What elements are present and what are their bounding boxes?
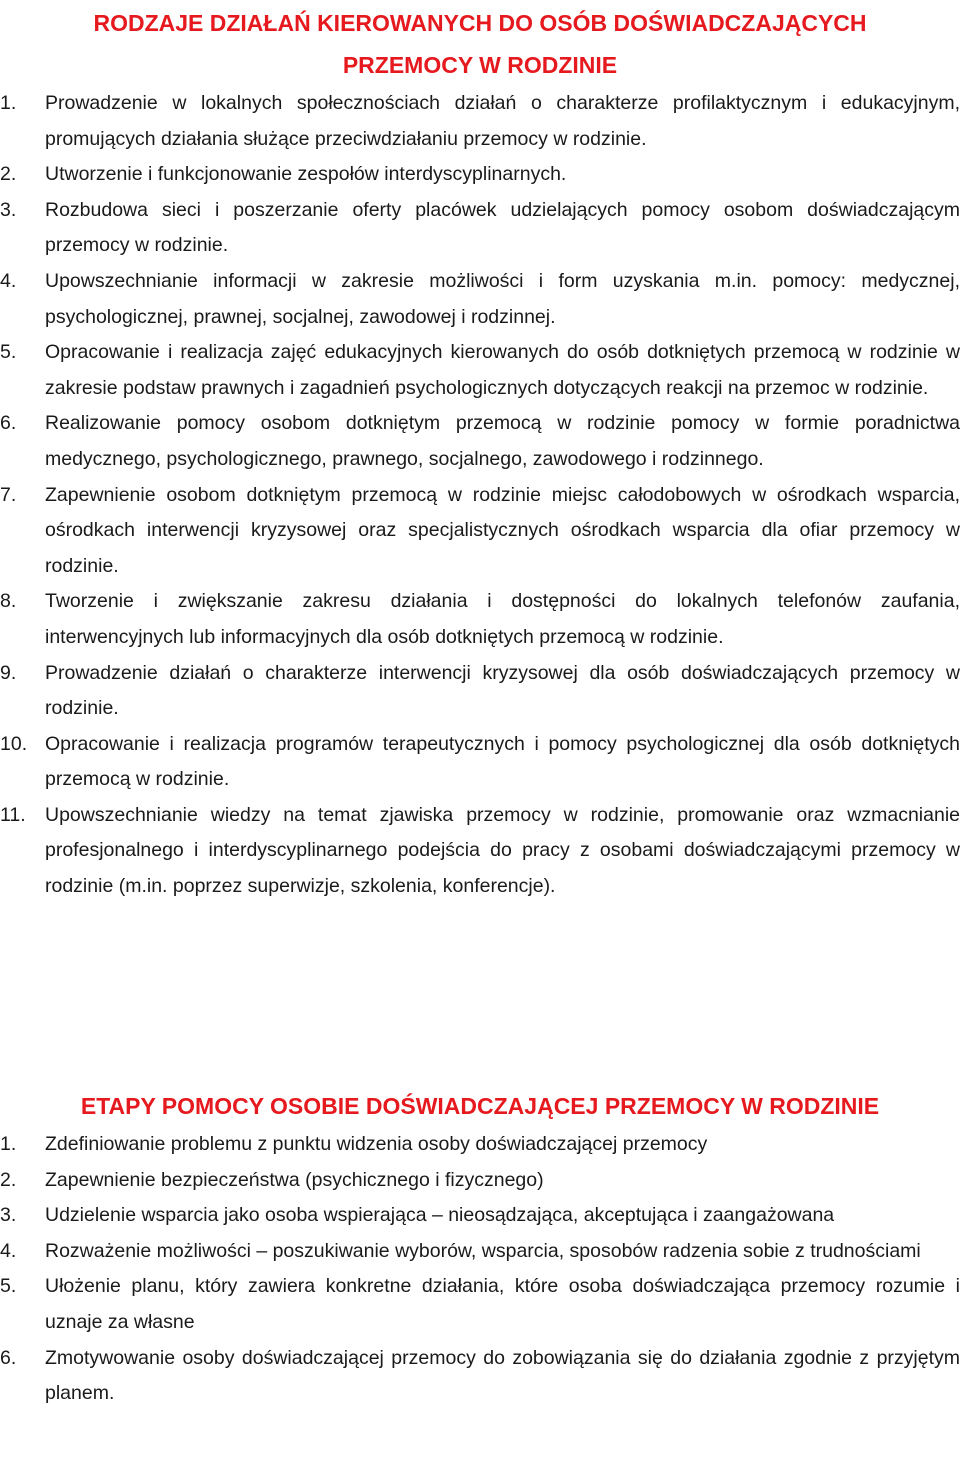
list-item xyxy=(0,1198,960,1234)
list-item xyxy=(0,1127,960,1163)
item-number: 5. xyxy=(0,1275,17,1298)
list-item xyxy=(0,584,960,655)
item-text: Zapewnienie osobom dotkniętym przemocą w rodzinie miejsc całodobowych w ośrodkach wsparcia, ośrodkach interwencji kryzysowej oraz specjalistycznych ośrodkach wsparcia dla ofiar przemocy w rodzinie. xyxy=(45,483,960,577)
list-item xyxy=(0,798,960,905)
list-item xyxy=(0,1163,960,1199)
item-number: 9. xyxy=(0,661,17,684)
item-number: 7. xyxy=(0,483,17,506)
list-item xyxy=(0,406,960,477)
item-text: Realizowanie pomocy osobom dotkniętym przemocą w rodzinie pomocy w formie poradnictwa medycznego, psychologicznego, prawnego, socjalnego, zawodowego i rodzinnego. xyxy=(45,412,960,470)
section1-title xyxy=(0,2,960,86)
item-number: 4. xyxy=(0,269,17,292)
section1-title-line1: RODZAJE DZIAŁAŃ KIEROWANYCH DO OSÓB DOŚWIADCZAJĄCYCH xyxy=(93,10,867,36)
item-text: Prowadzenie działań o charakterze interwencji kryzysowej dla osób doświadczających przemocy w rodzinie. xyxy=(45,661,960,720)
item-number: 10. xyxy=(0,732,28,755)
item-number: 1. xyxy=(0,92,17,114)
item-text: Upowszechnianie wiedzy na temat zjawiska przemocy w rodzinie, promowanie oraz wzmacnianie profesjonalnego i interdyscyplinarnego podejścia do pracy z osobami doświadczającymi przemocy w rodzinie (m.in. poprzez superwizje, szkolenia, konferencje). xyxy=(45,803,960,898)
item-number: 6. xyxy=(0,1346,17,1369)
item-number: 2. xyxy=(0,1168,17,1191)
list-item xyxy=(0,157,960,193)
item-text: Zdefiniowanie problemu z punktu widzenia osoby doświadczającej przemocy xyxy=(45,1133,708,1155)
item-text: Upowszechnianie informacji w zakresie możliwości i form uzyskania m.in. pomocy: medycznej, psychologicznej, prawnej, socjalnej, zawodowej i rodzinnej. xyxy=(45,269,960,328)
list-item xyxy=(0,86,960,157)
item-text: Udzielenie wsparcia jako osoba wspierająca – nieosądzająca, akceptująca i zaangażowana xyxy=(45,1204,835,1227)
item-number: 4. xyxy=(0,1239,17,1262)
list-item xyxy=(0,1234,960,1270)
item-number: 2. xyxy=(0,163,17,186)
list-item xyxy=(0,478,960,585)
item-text: Opracowanie i realizacja zajęć edukacyjnych kierowanych do osób dotkniętych przemocą w rodzinie w zakresie podstaw prawnych i zagadnień psychologicznych dotyczących reakcji na przemoc w rodzinie. xyxy=(45,341,960,399)
item-text: Rozbudowa sieci i poszerzanie oferty placówek udzielających pomocy osobom doświadczającym przemocy w rodzinie. xyxy=(45,198,960,257)
item-text: Tworzenie i zwiększanie zakresu działania i dostępności do lokalnych telefonów zaufania, interwencyjnych lub informacyjnych dla osób dotkniętych przemocą w rodzinie. xyxy=(45,590,960,648)
item-text: Prowadzenie w lokalnych społecznościach działań o charakterze profilaktycznym i edukacyjnym, promujących działania służące przeciwdziałaniu przemocy w rodzinie. xyxy=(45,92,960,150)
list-item xyxy=(0,193,960,264)
list-item xyxy=(0,264,960,335)
item-number: 3. xyxy=(0,1204,17,1227)
list-item xyxy=(0,1341,960,1412)
item-text: Rozważenie możliwości – poszukiwanie wyborów, wsparcia, sposobów radzenia sobie z trudnościami xyxy=(45,1239,921,1262)
list-item xyxy=(0,1269,960,1340)
item-text: Zapewnienie bezpieczeństwa (psychicznego i fizycznego) xyxy=(45,1168,544,1191)
list-item xyxy=(0,727,960,798)
item-number: 8. xyxy=(0,590,17,613)
item-text: Utworzenie i funkcjonowanie zespołów interdyscyplinarnych. xyxy=(45,163,567,186)
item-number: 11. xyxy=(0,803,26,826)
item-number: 3. xyxy=(0,198,17,221)
item-number: 6. xyxy=(0,412,17,435)
list-item xyxy=(0,335,960,406)
item-text: Zmotywowanie osoby doświadczającej przemocy do zobowiązania się do działania zgodnie z przyjętym planem. xyxy=(45,1346,960,1405)
section2-title: ETAPY POMOCY OSOBIE DOŚWIADCZAJĄCEJ PRZEMOCY W RODZINIE xyxy=(80,1093,880,1119)
item-number: 1. xyxy=(0,1133,17,1155)
section1-list xyxy=(0,86,960,905)
section1-title-line2: PRZEMOCY W RODZINIE xyxy=(342,52,618,78)
list-item xyxy=(0,656,960,727)
item-number: 5. xyxy=(0,341,17,364)
section2-list xyxy=(0,1127,960,1412)
item-text: Opracowanie i realizacja programów terapeutycznych i pomocy psychologicznej dla osób dotkniętych przemocą w rodzinie. xyxy=(45,732,960,791)
item-text: Ułożenie planu, który zawiera konkretne działania, które osoba doświadczająca przemocy rozumie i uznaje za własne xyxy=(45,1275,960,1333)
